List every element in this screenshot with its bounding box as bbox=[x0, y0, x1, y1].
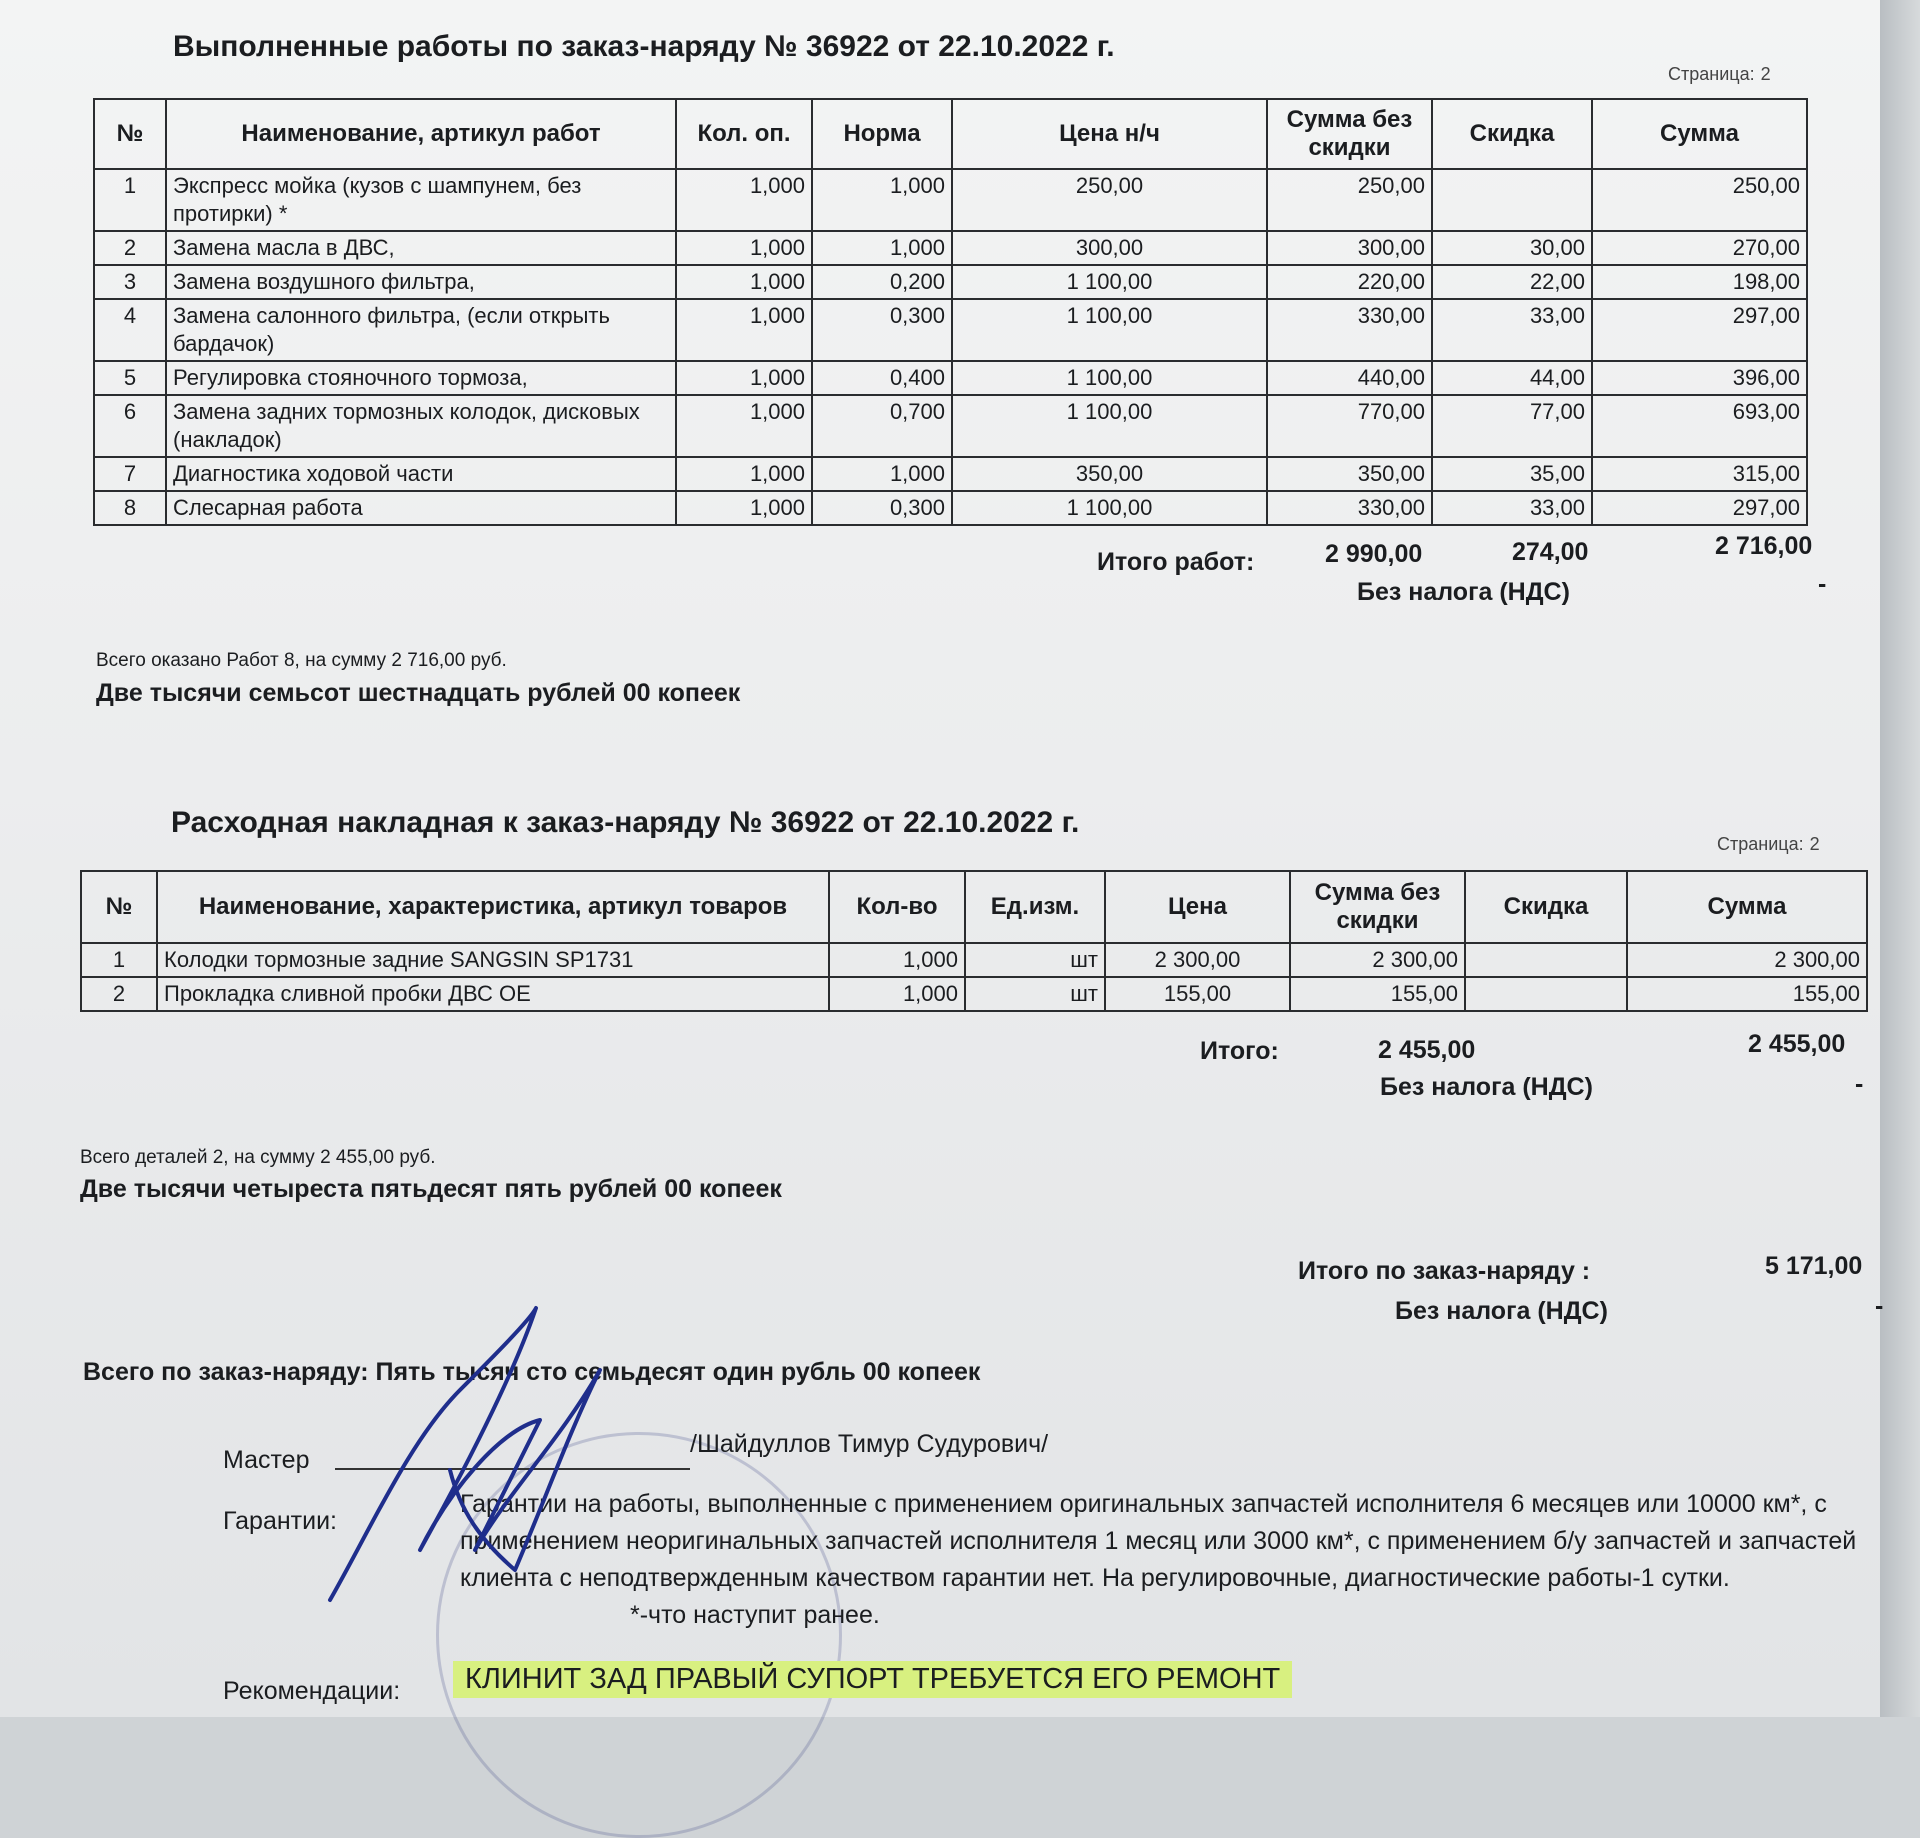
parts-header-cell: Цена bbox=[1105, 871, 1290, 943]
parts-vat-label: Без налога (НДС) bbox=[1380, 1073, 1593, 1101]
works-title: Выполненные работы по заказ-наряду № 36922 от 22.10.2022 г. bbox=[173, 30, 1115, 63]
works-header-cell: Норма bbox=[812, 99, 952, 169]
work-name: Замена воздушного фильтра, bbox=[166, 265, 676, 299]
order-vat-value: - bbox=[1875, 1292, 1884, 1320]
parts-table bbox=[80, 870, 1868, 1012]
works-row bbox=[94, 491, 1807, 525]
works-header-cell: Кол. оп. bbox=[676, 99, 812, 169]
work-sum: 270,00 bbox=[1592, 231, 1807, 265]
parts-total-label: Итого: bbox=[1200, 1037, 1279, 1065]
work-name: Замена салонного фильтра, (если открыть бардачок) bbox=[166, 299, 676, 361]
part-sum-nodisc: 2 300,00 bbox=[1290, 943, 1465, 977]
parts-header-cell: Скидка bbox=[1465, 871, 1627, 943]
work-norm: 0,200 bbox=[812, 265, 952, 299]
work-name: Замена задних тормозных колодок, дисковых (накладок) bbox=[166, 395, 676, 457]
parts-header-cell: Кол-во bbox=[829, 871, 965, 943]
work-name: Регулировка стояночного тормоза, bbox=[166, 361, 676, 395]
row-number: 4 bbox=[94, 299, 166, 361]
work-sum: 693,00 bbox=[1592, 395, 1807, 457]
part-sum: 2 300,00 bbox=[1627, 943, 1867, 977]
part-name: Колодки тормозные задние SANGSIN SP1731 bbox=[157, 943, 829, 977]
order-total-value: 5 171,00 bbox=[1765, 1252, 1863, 1280]
row-number: 3 bbox=[94, 265, 166, 299]
work-sum: 297,00 bbox=[1592, 491, 1807, 525]
warranty-label: Гарантии: bbox=[223, 1507, 337, 1535]
master-name: /Шайдуллов Тимур Судурович/ bbox=[690, 1430, 1049, 1458]
works-header-cell: Сумма без скидки bbox=[1267, 99, 1432, 169]
work-sum: 315,00 bbox=[1592, 457, 1807, 491]
works-header-cell: Цена н/ч bbox=[952, 99, 1267, 169]
work-qty: 1,000 bbox=[676, 231, 812, 265]
row-number: 1 bbox=[94, 169, 166, 231]
work-norm: 0,700 bbox=[812, 395, 952, 457]
master-label: Мастер bbox=[223, 1446, 310, 1474]
recommendations-label: Рекомендации: bbox=[223, 1677, 401, 1705]
work-discount: 35,00 bbox=[1432, 457, 1592, 491]
works-total-sum: 2 716,00 bbox=[1715, 532, 1813, 560]
work-discount: 30,00 bbox=[1432, 231, 1592, 265]
work-qty: 1,000 bbox=[676, 265, 812, 299]
works-row bbox=[94, 299, 1807, 361]
work-discount bbox=[1432, 169, 1592, 231]
parts-total-sum: 2 455,00 bbox=[1748, 1030, 1846, 1058]
parts-page-label bbox=[1711, 834, 1820, 855]
work-price: 1 100,00 bbox=[952, 395, 1267, 457]
part-name: Прокладка сливной пробки ДВС ОЕ bbox=[157, 977, 829, 1011]
parts-row bbox=[81, 943, 1867, 977]
work-qty: 1,000 bbox=[676, 169, 812, 231]
works-page-label bbox=[1662, 64, 1771, 85]
parts-total-nodisc: 2 455,00 bbox=[1378, 1036, 1476, 1064]
work-norm: 0,300 bbox=[812, 491, 952, 525]
parts-header-cell: Сумма без скидки bbox=[1290, 871, 1465, 943]
row-number: 6 bbox=[94, 395, 166, 457]
work-norm: 0,300 bbox=[812, 299, 952, 361]
handwritten-signature bbox=[300, 1300, 640, 1620]
works-row bbox=[94, 265, 1807, 299]
work-sum-nodisc: 770,00 bbox=[1267, 395, 1432, 457]
works-header-cell: Наименование, артикул работ bbox=[166, 99, 676, 169]
works-vat-value: - bbox=[1818, 570, 1827, 598]
background-edge bbox=[1880, 0, 1920, 1717]
work-price: 1 100,00 bbox=[952, 299, 1267, 361]
work-price: 300,00 bbox=[952, 231, 1267, 265]
work-sum-nodisc: 250,00 bbox=[1267, 169, 1432, 231]
row-number: 2 bbox=[94, 231, 166, 265]
order-total-label: Итого по заказ-наряду : bbox=[1298, 1257, 1591, 1285]
work-discount: 77,00 bbox=[1432, 395, 1592, 457]
work-qty: 1,000 bbox=[676, 299, 812, 361]
work-qty: 1,000 bbox=[676, 361, 812, 395]
works-header-cell: № bbox=[94, 99, 166, 169]
works-row bbox=[94, 361, 1807, 395]
part-discount bbox=[1465, 977, 1627, 1011]
warranty-text bbox=[460, 1486, 1860, 1634]
part-sum: 155,00 bbox=[1627, 977, 1867, 1011]
work-price: 1 100,00 bbox=[952, 361, 1267, 395]
work-norm: 1,000 bbox=[812, 169, 952, 231]
work-name: Слесарная работа bbox=[166, 491, 676, 525]
works-total-label: Итого работ: bbox=[1097, 548, 1255, 576]
work-qty: 1,000 bbox=[676, 395, 812, 457]
works-header-cell: Сумма bbox=[1592, 99, 1807, 169]
work-sum-nodisc: 330,00 bbox=[1267, 491, 1432, 525]
parts-header-cell: Сумма bbox=[1627, 871, 1867, 943]
work-sum-nodisc: 220,00 bbox=[1267, 265, 1432, 299]
work-sum-nodisc: 300,00 bbox=[1267, 231, 1432, 265]
parts-header-cell: № bbox=[81, 871, 157, 943]
works-table bbox=[93, 98, 1808, 526]
works-amount-in-words: Две тысячи семьсот шестнадцать рублей 00 копеек bbox=[96, 679, 741, 707]
order-vat-label: Без налога (НДС) bbox=[1395, 1297, 1608, 1325]
works-page-label-text: Страница: bbox=[1668, 64, 1755, 84]
row-number: 1 bbox=[81, 943, 157, 977]
work-norm: 1,000 bbox=[812, 231, 952, 265]
work-name: Экспресс мойка (кузов с шампунем, без протирки) * bbox=[166, 169, 676, 231]
part-qty: 1,000 bbox=[829, 943, 965, 977]
parts-header-cell: Ед.изм. bbox=[965, 871, 1105, 943]
works-page-number: 2 bbox=[1760, 64, 1771, 84]
order-grand-total-words: Всего по заказ-наряду: Пять тысяч сто семьдесят один рубль 00 копеек bbox=[83, 1358, 981, 1386]
work-price: 250,00 bbox=[952, 169, 1267, 231]
works-total-nodisc: 2 990,00 bbox=[1325, 540, 1423, 568]
work-qty: 1,000 bbox=[676, 491, 812, 525]
parts-page-number: 2 bbox=[1809, 834, 1820, 854]
work-discount: 33,00 bbox=[1432, 491, 1592, 525]
recommendations-text: КЛИНИТ ЗАД ПРАВЫЙ СУПОРТ ТРЕБУЕТСЯ ЕГО РЕМОНТ bbox=[453, 1661, 1292, 1698]
work-discount: 44,00 bbox=[1432, 361, 1592, 395]
parts-amount-in-words: Две тысячи четыреста пятьдесят пять рублей 00 копеек bbox=[80, 1175, 782, 1203]
works-total-disc: 274,00 bbox=[1512, 538, 1589, 566]
work-discount: 22,00 bbox=[1432, 265, 1592, 299]
part-sum-nodisc: 155,00 bbox=[1290, 977, 1465, 1011]
work-norm: 1,000 bbox=[812, 457, 952, 491]
parts-summary: Всего деталей 2, на сумму 2 455,00 руб. bbox=[80, 1147, 436, 1168]
parts-row bbox=[81, 977, 1867, 1011]
works-row bbox=[94, 231, 1807, 265]
parts-title: Расходная накладная к заказ-наряду № 36922 от 22.10.2022 г. bbox=[171, 806, 1080, 839]
works-vat-label: Без налога (НДС) bbox=[1357, 578, 1570, 606]
part-unit: шт bbox=[965, 943, 1105, 977]
work-sum: 297,00 bbox=[1592, 299, 1807, 361]
row-number: 7 bbox=[94, 457, 166, 491]
part-price: 155,00 bbox=[1105, 977, 1290, 1011]
parts-header-cell: Наименование, характеристика, артикул товаров bbox=[157, 871, 829, 943]
work-name: Диагностика ходовой части bbox=[166, 457, 676, 491]
work-price: 1 100,00 bbox=[952, 265, 1267, 299]
work-sum: 250,00 bbox=[1592, 169, 1807, 231]
part-unit: шт bbox=[965, 977, 1105, 1011]
warranty-footnote: *-что наступит ранее. bbox=[630, 1601, 880, 1629]
warranty-body: Гарантии на работы, выполненные с применением оригинальных запчастей исполнителя 6 месяцев или 10000 км*, с применением неоригинальных запчастей исполнителя 1 месяц или 3000 км*, с применением б/у запчастей и запчастей клиента с неподтвержденным качеством гарантии нет. На регулировочные, диагностические работы-1 сутки. bbox=[460, 1490, 1857, 1592]
parts-page-label-text: Страница: bbox=[1717, 834, 1804, 854]
parts-vat-value: - bbox=[1855, 1070, 1864, 1098]
works-header-cell: Скидка bbox=[1432, 99, 1592, 169]
work-sum: 198,00 bbox=[1592, 265, 1807, 299]
work-sum-nodisc: 330,00 bbox=[1267, 299, 1432, 361]
part-qty: 1,000 bbox=[829, 977, 965, 1011]
work-discount: 33,00 bbox=[1432, 299, 1592, 361]
work-sum: 396,00 bbox=[1592, 361, 1807, 395]
work-price: 350,00 bbox=[952, 457, 1267, 491]
part-price: 2 300,00 bbox=[1105, 943, 1290, 977]
work-qty: 1,000 bbox=[676, 457, 812, 491]
part-discount bbox=[1465, 943, 1627, 977]
work-price: 1 100,00 bbox=[952, 491, 1267, 525]
row-number: 2 bbox=[81, 977, 157, 1011]
works-summary: Всего оказано Работ 8, на сумму 2 716,00 руб. bbox=[96, 650, 507, 671]
work-norm: 0,400 bbox=[812, 361, 952, 395]
works-row bbox=[94, 169, 1807, 231]
work-sum-nodisc: 350,00 bbox=[1267, 457, 1432, 491]
row-number: 8 bbox=[94, 491, 166, 525]
work-sum-nodisc: 440,00 bbox=[1267, 361, 1432, 395]
works-row bbox=[94, 395, 1807, 457]
row-number: 5 bbox=[94, 361, 166, 395]
works-row bbox=[94, 457, 1807, 491]
work-name: Замена масла в ДВС, bbox=[166, 231, 676, 265]
